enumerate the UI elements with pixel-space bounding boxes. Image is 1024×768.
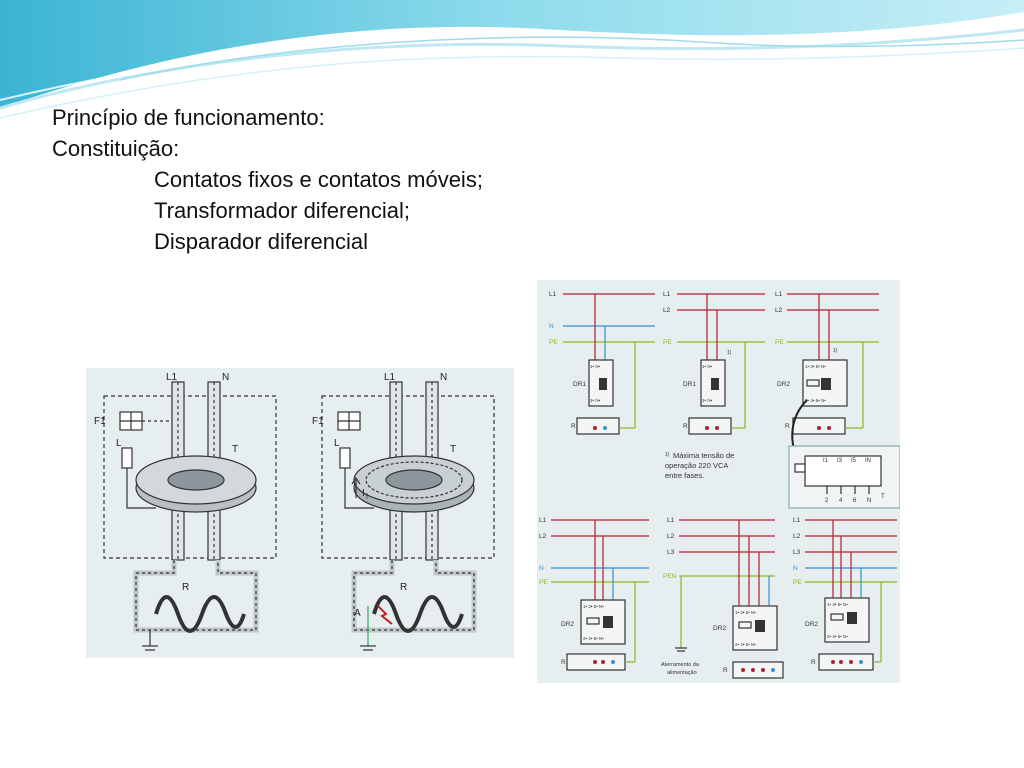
p6-l2: L2 [793, 533, 801, 540]
inset-4: 4 [839, 498, 843, 504]
contacts-item: Contatos fixos e contatos móveis; [154, 167, 483, 192]
rcd-principle-diagram [86, 368, 514, 658]
label-f1-fault: F1 [312, 416, 324, 427]
label-f1: F1 [94, 416, 106, 427]
label-n-fault: N [440, 372, 448, 383]
p3-r: R [785, 423, 790, 430]
inset-t: T [881, 494, 885, 500]
label-t-fault: T [450, 444, 457, 455]
p5-pen: PEN [663, 573, 677, 580]
inset-i3: I3 [837, 458, 843, 464]
p2-dr1: DR1 [683, 381, 697, 388]
inset-i1: I1 [823, 458, 829, 464]
scheme-dr1-l1-n [563, 294, 655, 434]
label-l1-fault: L1 [384, 372, 396, 383]
p2-term-bot: 2• N• [702, 398, 713, 403]
p2-footnote: 1) [727, 350, 732, 356]
label-if-sub: f [366, 494, 368, 501]
note-line-3: entre fases. [665, 471, 705, 480]
scheme-dr2-l1-l2 [787, 294, 879, 470]
trip-item: Disparador diferencial [154, 229, 368, 254]
p1-term-bot: 2• N• [590, 398, 601, 403]
p4-dr2: DR2 [561, 621, 575, 628]
p6-term-top: 1• 3• 5• N• [827, 602, 848, 607]
rcd-wiring-schemes [537, 280, 900, 683]
p2-pe: PE [663, 339, 672, 346]
scheme-dr1-l1-l2 [677, 294, 765, 434]
p1-n: N [549, 323, 554, 330]
inset-i5: I5 [851, 458, 857, 464]
p4-term-top: 1• 3• 5• N• [583, 604, 604, 609]
p5-l3: L3 [667, 549, 675, 556]
p5-l2: L2 [667, 533, 675, 540]
scheme-dr2-pen [675, 520, 783, 678]
p2-l1: L1 [663, 291, 671, 298]
p6-pe: PE [793, 579, 802, 586]
note-mark: 1) [665, 452, 670, 458]
p1-dr1: DR1 [573, 381, 587, 388]
scheme-dr2-l1-l2-n [551, 520, 649, 670]
rcd-normal-state [104, 382, 276, 650]
slide-text [52, 102, 483, 257]
p4-l2: L2 [539, 533, 547, 540]
p3-term-bot: 2• 4• 6• N• [805, 398, 826, 403]
p3-l2: L2 [775, 307, 783, 314]
p6-l1: L1 [793, 517, 801, 524]
label-t: T [232, 444, 239, 455]
p6-r: R [811, 659, 816, 666]
p3-l1: L1 [775, 291, 783, 298]
label-r: R [182, 582, 190, 593]
p3-term-top: 1• 3• 5• N• [805, 364, 826, 369]
note-line-1: Máxima tensão de [673, 451, 735, 460]
p1-pe: PE [549, 339, 558, 346]
p4-l1: L1 [539, 517, 547, 524]
p6-term-bot: 2• 4• 6• N• [827, 634, 848, 639]
label-n: N [222, 372, 230, 383]
scheme-dr2-l1-l2-l3-n [805, 520, 897, 670]
p6-dr2: DR2 [805, 621, 819, 628]
p2-l2: L2 [663, 307, 671, 314]
p5-r: R [723, 667, 728, 674]
constitution-heading: Constituição: [52, 136, 180, 161]
label-l: L [116, 438, 122, 449]
p4-r: R [561, 659, 566, 666]
ground-line-1: Aterramento da [661, 662, 699, 668]
p2-term-top: 1• N• [702, 364, 713, 369]
inset-n: N [867, 498, 872, 504]
inset-6: 6 [853, 498, 857, 504]
rcd-fault-state [322, 382, 494, 650]
p1-l1: L1 [549, 291, 557, 298]
p3-dr2: DR2 [777, 381, 791, 388]
p4-pe: PE [539, 579, 548, 586]
p2-r: R [683, 423, 688, 430]
p3-pe: PE [775, 339, 784, 346]
p6-n: N [793, 565, 798, 572]
label-r-fault: R [400, 582, 408, 593]
p5-dr2: DR2 [713, 625, 727, 632]
note-line-2: operação 220 VCA [665, 461, 729, 470]
label-l-fault: L [334, 438, 340, 449]
p4-term-bot: 2• 4• 6• N• [583, 636, 604, 641]
inset-2: 2 [825, 498, 829, 504]
p5-term-top: 1• 3• 5• N• [735, 610, 756, 615]
label-a: A [354, 608, 361, 619]
p6-l3: L3 [793, 549, 801, 556]
p5-term-bot: 2• 4• 6• N• [735, 642, 756, 647]
inset-in: IN [865, 458, 871, 464]
ground-line-2: alimentação [667, 670, 697, 676]
p1-r: R [571, 423, 576, 430]
p4-n: N [539, 565, 544, 572]
principle-heading: Princípio de funcionamento: [52, 105, 325, 130]
transformer-item: Transformador diferencial; [154, 198, 410, 223]
label-if: I [362, 488, 365, 499]
p5-l1: L1 [667, 517, 675, 524]
p1-term-top: 1• N• [590, 364, 601, 369]
p3-footnote: 1) [833, 348, 838, 354]
label-l1: L1 [166, 372, 178, 383]
